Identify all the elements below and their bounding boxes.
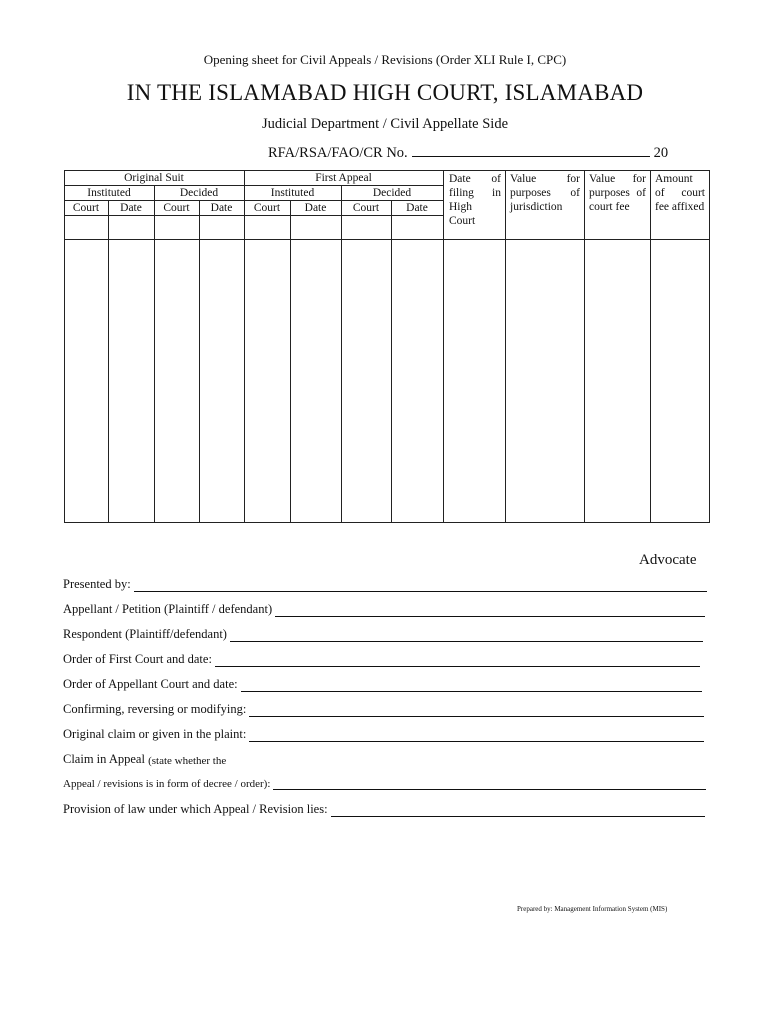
header-os-instituted: Instituted: [87, 187, 131, 199]
presented-by-label: Presented by:: [63, 577, 131, 591]
header-amount-court-fee: Amount of court fee affixed: [655, 173, 705, 213]
claim-in-appeal-label: Claim in Appeal: [63, 752, 145, 766]
header-original-suit: Original Suit: [124, 172, 184, 184]
provision-of-law-label: Provision of law under which Appeal / Revision lies:: [63, 802, 328, 816]
header-fa-inst-court: Court: [253, 202, 281, 214]
claim-in-appeal-field: [63, 752, 226, 767]
header-fa-dec-date: Date: [406, 202, 428, 214]
original-claim-input[interactable]: [249, 731, 704, 742]
court-title: IN THE ISLAMABAD HIGH COURT, ISLAMABAD: [126, 80, 644, 105]
appellant-label: Appellant / Petition (Plaintiff / defendant): [63, 602, 273, 616]
case-number-year: 20: [653, 145, 669, 161]
header-first-appeal: First Appeal: [315, 172, 372, 184]
header-fa-decided: Decided: [372, 187, 412, 199]
table-grid-lines: [64, 170, 710, 523]
provision-of-law-input[interactable]: [331, 806, 705, 817]
header-value-court-fee: Value for purposes of court fee: [589, 173, 646, 213]
respondent-field: [63, 627, 703, 642]
order-appellant-court-input[interactable]: [241, 681, 702, 692]
appeal-form-field: [63, 778, 706, 790]
appeal-form-label: Appeal / revisions is in form of decree / order):: [63, 778, 271, 790]
respondent-input[interactable]: [230, 631, 703, 642]
form-subtitle: Opening sheet for Civil Appeals / Revisions (Order XLI Rule I, CPC): [203, 52, 567, 67]
appellant-field: [63, 602, 705, 617]
header-os-decided: Decided: [179, 187, 219, 199]
header-fa-instituted: Instituted: [270, 187, 315, 199]
original-claim-field: [63, 727, 704, 742]
header-os-inst-date: Date: [120, 202, 142, 214]
appellant-input[interactable]: [275, 606, 705, 617]
order-first-court-label: Order of First Court and date:: [63, 652, 212, 666]
header-date-of-filing: Date of filing in High Court: [449, 173, 501, 227]
claim-in-appeal-note: (state whether the: [148, 755, 227, 767]
confirming-label: Confirming, reversing or modifying:: [63, 702, 247, 716]
header-fa-inst-date: Date: [304, 202, 327, 214]
confirming-input[interactable]: [249, 706, 704, 717]
case-number-blank[interactable]: [412, 144, 650, 157]
presented-by-field: [63, 577, 707, 592]
respondent-label: Respondent (Plaintiff/defendant): [63, 627, 227, 641]
case-number-label: RFA/RSA/FAO/CR No.: [268, 145, 408, 161]
prepared-by-footer: Prepared by: Management Information System (MIS): [517, 905, 668, 913]
department-label: Judicial Department / Civil Appellate Side: [261, 116, 509, 132]
original-claim-label: Original claim or given in the plaint:: [63, 727, 247, 741]
provision-of-law-field: [63, 802, 705, 817]
order-first-court-field: [63, 652, 700, 667]
advocate-label: Advocate: [639, 552, 697, 568]
header-fa-dec-court: Court: [352, 202, 380, 214]
presented-by-input[interactable]: [134, 581, 707, 592]
header-os-dec-court: Court: [163, 202, 190, 214]
order-appellant-court-field: [63, 677, 702, 692]
confirming-field: [63, 702, 704, 717]
case-details-table: [64, 170, 710, 523]
header-value-jurisdiction: Value for purposes of jurisdiction: [510, 173, 580, 213]
case-number-line: [268, 144, 668, 162]
appeal-form-input[interactable]: [273, 779, 706, 790]
order-appellant-court-label: Order of Appellant Court and date:: [63, 677, 238, 691]
header-os-dec-date: Date: [210, 202, 233, 214]
order-first-court-input[interactable]: [215, 656, 700, 667]
header-os-inst-court: Court: [72, 202, 100, 214]
